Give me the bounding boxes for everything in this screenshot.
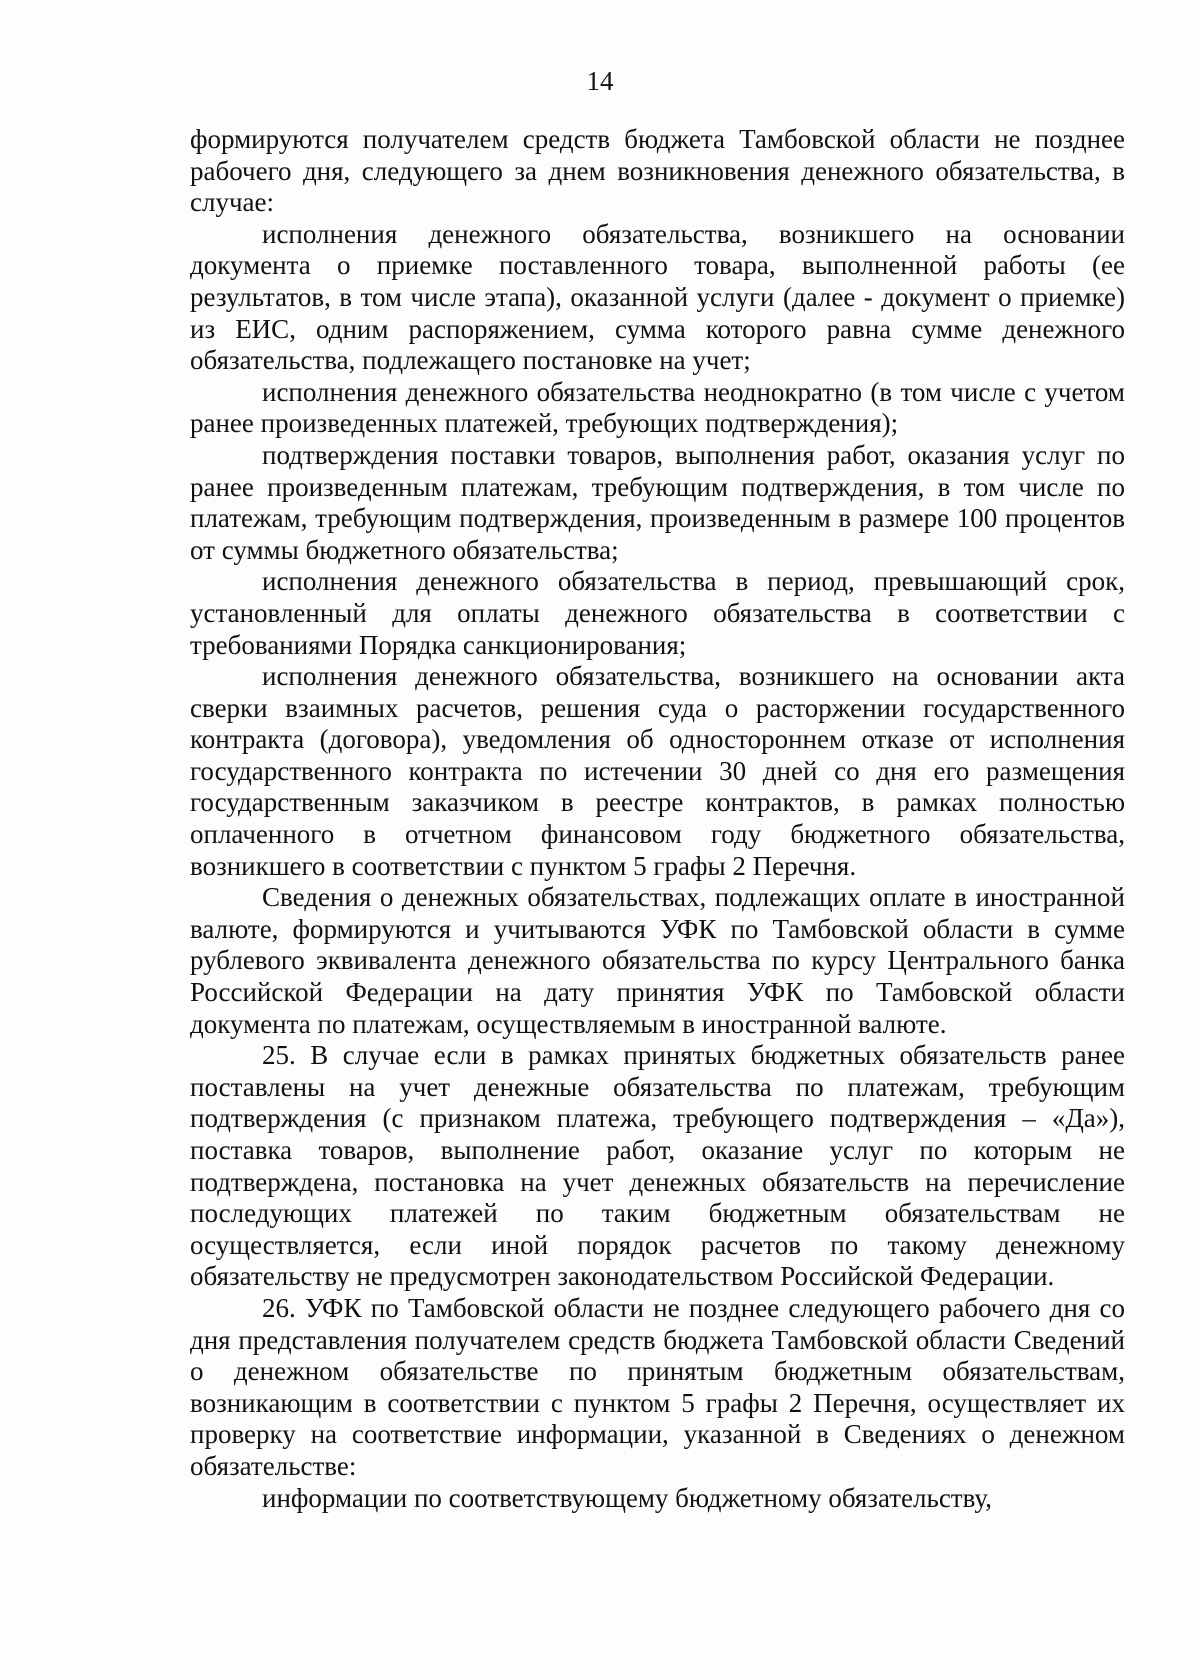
paragraph-item-25: 25. В случае если в рамках принятых бюджетных обязательств ранее поставлены на учет денежные обязательства по платежам, требующим подтверждения (с признаком платежа, требующего подтверждения – «Да»), поставка товаров, выполнение работ, оказание услуг по которым не подтверждена, постановка на учет денежных обязательств на перечисление последующих платежей по таким бюджетным обязательствам не осуществляется, если иной порядок расчетов по такому денежному обязательству не предусмотрен законодательством Российской Федерации. (190, 1040, 1125, 1292)
document-body (190, 124, 1125, 1514)
page-number: 14 (586, 66, 614, 96)
paragraph-continuation: формируются получателем средств бюджета Тамбовской области не позднее рабочего дня, следующего за днем возникновения денежного обязательства, в случае: (190, 124, 1125, 218)
paragraph-case-eis-acceptance: исполнения денежного обязательства, возникшего на основании документа о приемке поставленного товара, выполненной работы (ее результатов, в том числе этапа), оказанной услуги (далее - документ о приемке) из ЕИС, одним распоряжением, сумма которого равна сумме денежного обязательства, подлежащего постановке на учет; (190, 218, 1125, 376)
paragraph-case-period-exceeding: исполнения денежного обязательства в период, превышающий срок, установленный для оплаты денежного обязательства в соответствии с требованиями Порядка санкционирования; (190, 566, 1125, 660)
paragraph-case-delivery-confirmation: подтверждения поставки товаров, выполнения работ, оказания услуг по ранее произведенным платежам, требующим подтверждения, в том числе по платежам, требующим подтверждения, произведенным в размере 100 процентов от суммы бюджетного обязательства; (190, 439, 1125, 565)
paragraph-case-repeated-execution: исполнения денежного обязательства неоднократно (в том числе с учетом ранее произведенных платежей, требующих подтверждения); (190, 376, 1125, 439)
paragraph-item-26-check: информации по соответствующему бюджетному обязательству, (262, 1482, 992, 1513)
paragraph-item-26: 26. УФК по Тамбовской области не позднее следующего рабочего дня со дня представления получателем средств бюджета Тамбовской области Сведений о денежном обязательстве по принятым бюджетным обязательствам, возникающим в соответствии с пунктом 5 графы 2 Перечня, осуществляет их проверку на соответствие информации, указанной в Сведениях о денежном обязательстве: (190, 1292, 1125, 1481)
paragraph-case-reconciliation-act: исполнения денежного обязательства, возникшего на основании акта сверки взаимных расчетов, решения суда о расторжении государственного контракта (договора), уведомления об одностороннем отказе от исполнения государственного контракта по истечении 30 дней со дня его размещения государственным заказчиком в реестре контрактов, в рамках полностью оплаченного в отчетном финансовом году бюджетного обязательства, возникшего в соответствии с пунктом 5 графы 2 Перечня. (190, 661, 1125, 881)
paragraph-foreign-currency: Сведения о денежных обязательствах, подлежащих оплате в иностранной валюте, формируются и учитываются УФК по Тамбовской области в сумме рублевого эквивалента денежного обязательства по курсу Центрального банка Российской Федерации на дату принятия УФК по Тамбовской области документа по платежам, осуществляемым в иностранной валюте. (190, 882, 1125, 1039)
